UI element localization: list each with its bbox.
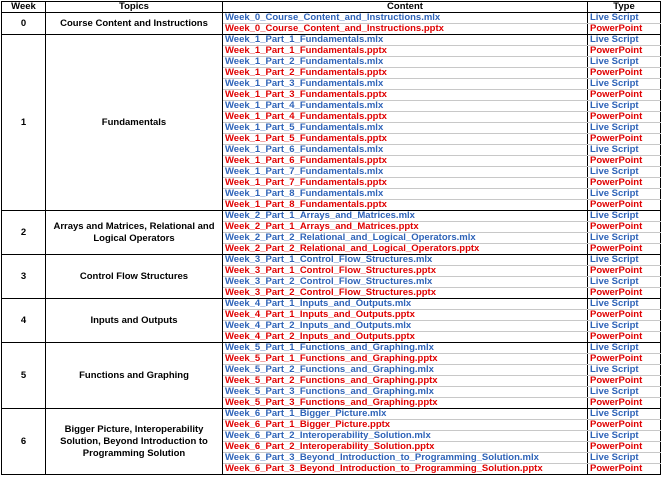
powerpoint-file[interactable]: Week_6_Part_3_Beyond_Introduction_to_Programming_Solution.pptx: [223, 464, 588, 475]
live-script-file[interactable]: Week_5_Part_1_Functions_and_Graphing.mlx: [223, 343, 588, 354]
live-script-file[interactable]: Week_5_Part_3_Functions_and_Graphing.mlx: [223, 387, 588, 398]
file-type: PowerPoint: [588, 68, 661, 79]
table-row: [2, 211, 661, 222]
live-script-file[interactable]: Week_1_Part_2_Fundamentals.mlx: [223, 57, 588, 68]
live-script-file[interactable]: Week_6_Part_3_Beyond_Introduction_to_Programming_Solution.mlx: [223, 453, 588, 464]
file-type: Live Script: [588, 211, 661, 222]
file-type: Live Script: [588, 101, 661, 112]
file-type: PowerPoint: [588, 420, 661, 431]
file-type: Live Script: [588, 453, 661, 464]
file-type: PowerPoint: [588, 134, 661, 145]
file-type: Live Script: [588, 343, 661, 354]
live-script-file[interactable]: Week_1_Part_4_Fundamentals.mlx: [223, 101, 588, 112]
powerpoint-file[interactable]: Week_1_Part_8_Fundamentals.pptx: [223, 200, 588, 211]
file-type: PowerPoint: [588, 90, 661, 101]
file-type: Live Script: [588, 145, 661, 156]
table-body: [2, 13, 661, 475]
week-number: 6: [2, 409, 46, 475]
week-number: 3: [2, 255, 46, 299]
file-type: Live Script: [588, 167, 661, 178]
live-script-file[interactable]: Week_2_Part_1_Arrays_and_Matrices.mlx: [223, 211, 588, 222]
file-type: PowerPoint: [588, 442, 661, 453]
file-type: Live Script: [588, 409, 661, 420]
week-number: 1: [2, 35, 46, 211]
powerpoint-file[interactable]: Week_3_Part_1_Control_Flow_Structures.pptx: [223, 266, 588, 277]
powerpoint-file[interactable]: Week_2_Part_2_Relational_and_Logical_Operators.pptx: [223, 244, 588, 255]
file-type: Live Script: [588, 365, 661, 376]
powerpoint-file[interactable]: Week_6_Part_1_Bigger_Picture.pptx: [223, 420, 588, 431]
live-script-file[interactable]: Week_1_Part_3_Fundamentals.mlx: [223, 79, 588, 90]
live-script-file[interactable]: Week_0_Course_Content_and_Instructions.mlx: [223, 13, 588, 24]
powerpoint-file[interactable]: Week_5_Part_1_Functions_and_Graphing.pptx: [223, 354, 588, 365]
file-type: Live Script: [588, 387, 661, 398]
week-number: 5: [2, 343, 46, 409]
live-script-file[interactable]: Week_6_Part_1_Bigger_Picture.mlx: [223, 409, 588, 420]
file-type: Live Script: [588, 255, 661, 266]
header-content: Content: [223, 2, 588, 13]
file-type: PowerPoint: [588, 24, 661, 35]
file-type: PowerPoint: [588, 178, 661, 189]
file-type: PowerPoint: [588, 112, 661, 123]
powerpoint-file[interactable]: Week_0_Course_Content_and_Instructions.pptx: [223, 24, 588, 35]
powerpoint-file[interactable]: Week_1_Part_2_Fundamentals.pptx: [223, 68, 588, 79]
file-type: Live Script: [588, 35, 661, 46]
file-type: PowerPoint: [588, 332, 661, 343]
table-row: [2, 13, 661, 24]
week-number: 0: [2, 13, 46, 35]
week-topic: Bigger Picture, Interoperability Solution, Beyond Introduction to Programming Solution: [46, 409, 223, 475]
live-script-file[interactable]: Week_1_Part_5_Fundamentals.mlx: [223, 123, 588, 134]
live-script-file[interactable]: Week_1_Part_1_Fundamentals.mlx: [223, 35, 588, 46]
live-script-file[interactable]: Week_1_Part_8_Fundamentals.mlx: [223, 189, 588, 200]
week-topic: Control Flow Structures: [46, 255, 223, 299]
powerpoint-file[interactable]: Week_1_Part_4_Fundamentals.pptx: [223, 112, 588, 123]
file-type: PowerPoint: [588, 398, 661, 409]
file-type: Live Script: [588, 431, 661, 442]
table-row: [2, 343, 661, 354]
powerpoint-file[interactable]: Week_2_Part_1_Arrays_and_Matrices.pptx: [223, 222, 588, 233]
file-type: Live Script: [588, 189, 661, 200]
file-type: PowerPoint: [588, 266, 661, 277]
live-script-file[interactable]: Week_4_Part_2_Inputs_and_Outputs.mlx: [223, 321, 588, 332]
file-type: Live Script: [588, 299, 661, 310]
file-type: PowerPoint: [588, 156, 661, 167]
file-type: PowerPoint: [588, 288, 661, 299]
week-number: 4: [2, 299, 46, 343]
table-row: [2, 35, 661, 46]
file-type: PowerPoint: [588, 222, 661, 233]
powerpoint-file[interactable]: Week_5_Part_3_Functions_and_Graphing.pptx: [223, 398, 588, 409]
powerpoint-file[interactable]: Week_1_Part_3_Fundamentals.pptx: [223, 90, 588, 101]
live-script-file[interactable]: Week_5_Part_2_Functions_and_Graphing.mlx: [223, 365, 588, 376]
live-script-file[interactable]: Week_1_Part_7_Fundamentals.mlx: [223, 167, 588, 178]
table-row: [2, 409, 661, 420]
file-type: PowerPoint: [588, 376, 661, 387]
file-type: PowerPoint: [588, 46, 661, 57]
live-script-file[interactable]: Week_1_Part_6_Fundamentals.mlx: [223, 145, 588, 156]
file-type: PowerPoint: [588, 244, 661, 255]
live-script-file[interactable]: Week_2_Part_2_Relational_and_Logical_Operators.mlx: [223, 233, 588, 244]
header-topics: Topics: [46, 2, 223, 13]
live-script-file[interactable]: Week_6_Part_2_Interoperability_Solution.mlx: [223, 431, 588, 442]
week-topic: Inputs and Outputs: [46, 299, 223, 343]
header-type: Type: [588, 2, 661, 13]
powerpoint-file[interactable]: Week_4_Part_2_Inputs_and_Outputs.pptx: [223, 332, 588, 343]
file-type: Live Script: [588, 123, 661, 134]
header-week: Week: [2, 2, 46, 13]
table-row: [2, 255, 661, 266]
powerpoint-file[interactable]: Week_5_Part_2_Functions_and_Graphing.pptx: [223, 376, 588, 387]
week-topic: Fundamentals: [46, 35, 223, 211]
file-type: PowerPoint: [588, 464, 661, 475]
file-type: Live Script: [588, 57, 661, 68]
powerpoint-file[interactable]: Week_1_Part_6_Fundamentals.pptx: [223, 156, 588, 167]
file-type: Live Script: [588, 321, 661, 332]
powerpoint-file[interactable]: Week_1_Part_5_Fundamentals.pptx: [223, 134, 588, 145]
powerpoint-file[interactable]: Week_4_Part_1_Inputs_and_Outputs.pptx: [223, 310, 588, 321]
week-topic: Course Content and Instructions: [46, 13, 223, 35]
file-type: PowerPoint: [588, 310, 661, 321]
week-topic: Functions and Graphing: [46, 343, 223, 409]
table-row: [2, 299, 661, 310]
powerpoint-file[interactable]: Week_6_Part_2_Interoperability_Solution.pptx: [223, 442, 588, 453]
powerpoint-file[interactable]: Week_1_Part_7_Fundamentals.pptx: [223, 178, 588, 189]
file-type: PowerPoint: [588, 354, 661, 365]
live-script-file[interactable]: Week_3_Part_2_Control_Flow_Structures.mlx: [223, 277, 588, 288]
course-content-table: [1, 1, 661, 475]
file-type: Live Script: [588, 233, 661, 244]
powerpoint-file[interactable]: Week_3_Part_2_Control_Flow_Structures.pptx: [223, 288, 588, 299]
live-script-file[interactable]: Week_4_Part_1_Inputs_and_Outputs.mlx: [223, 299, 588, 310]
week-topic: Arrays and Matrices, Relational and Logical Operators: [46, 211, 223, 255]
header-row: [2, 2, 661, 13]
week-number: 2: [2, 211, 46, 255]
live-script-file[interactable]: Week_3_Part_1_Control_Flow_Structures.mlx: [223, 255, 588, 266]
file-type: Live Script: [588, 13, 661, 24]
file-type: Live Script: [588, 79, 661, 90]
powerpoint-file[interactable]: Week_1_Part_1_Fundamentals.pptx: [223, 46, 588, 57]
file-type: Live Script: [588, 277, 661, 288]
file-type: PowerPoint: [588, 200, 661, 211]
